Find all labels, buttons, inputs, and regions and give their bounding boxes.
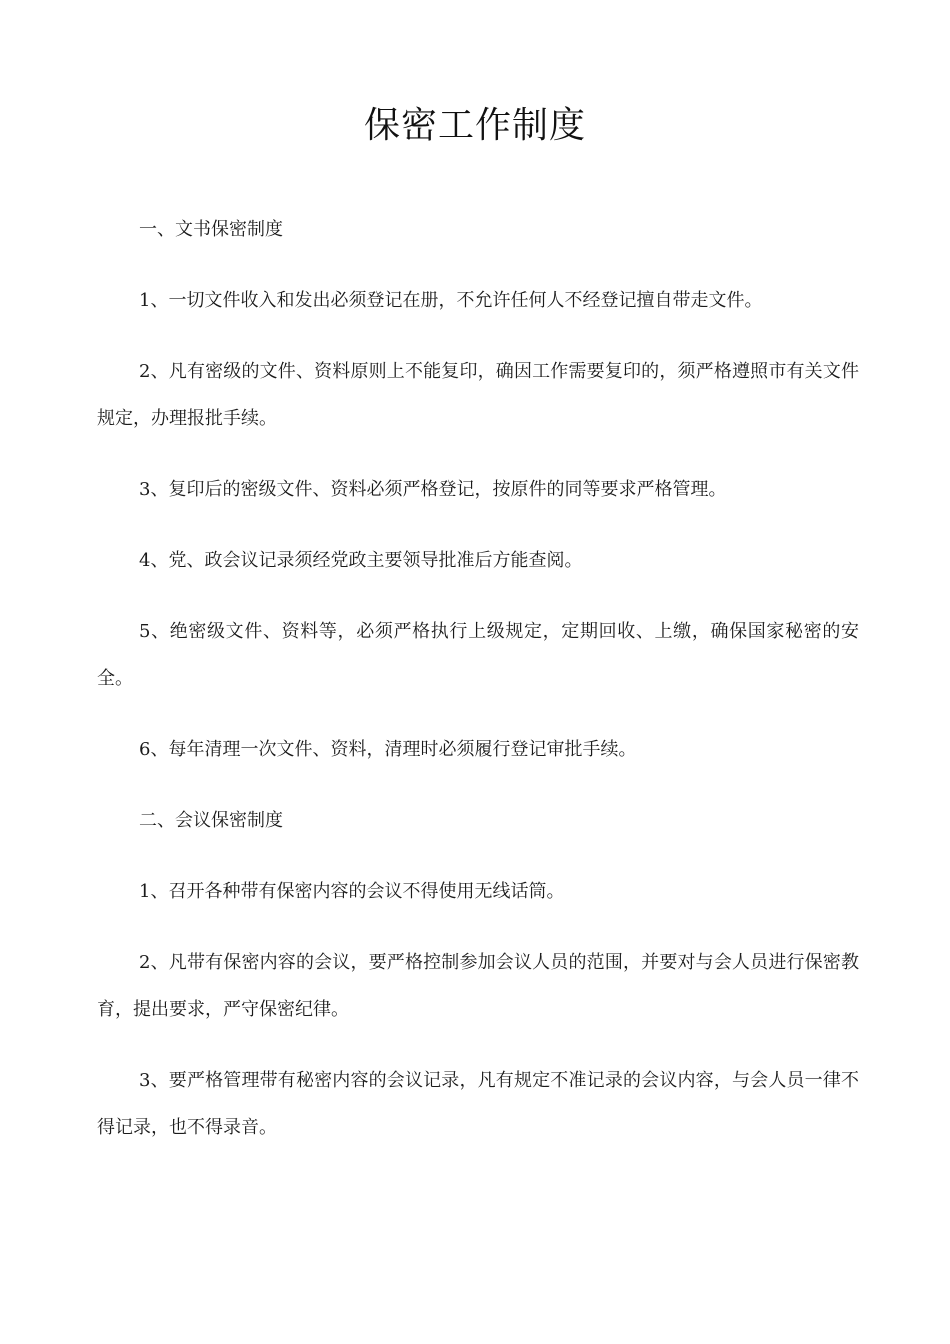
section-heading-meeting-security: 二、会议保密制度 [139, 810, 283, 831]
paragraph-item: 2、凡有密级的文件、资料原则上不能复印，确因工作需要复印的，须严格遵照市有关文件规定，办理报批手续。 [97, 361, 859, 429]
paragraph-item: 4、党、政会议记录须经党政主要领导批准后方能查阅。 [139, 550, 583, 571]
paragraph-item: 3、要严格管理带有秘密内容的会议记录，凡有规定不准记录的会议内容，与会人员一律不得记录，也不得录音。 [97, 1070, 859, 1138]
document-title: 保密工作制度 [363, 105, 586, 146]
paragraph-item: 5、绝密级文件、资料等，必须严格执行上级规定，定期回收、上缴，确保国家秘密的安全。 [97, 621, 859, 689]
paragraph-item: 1、一切文件收入和发出必须登记在册，不允许任何人不经登记擅自带走文件。 [139, 290, 763, 311]
document-body [97, 206, 859, 1175]
paragraph-item: 6、每年清理一次文件、资料，清理时必须履行登记审批手续。 [139, 739, 637, 760]
paragraph-item: 3、复印后的密级文件、资料必须严格登记，按原件的同等要求严格管理。 [139, 479, 727, 500]
paragraph-item: 1、召开各种带有保密内容的会议不得使用无线话筒。 [139, 881, 565, 902]
paragraph-item: 2、凡带有保密内容的会议，要严格控制参加会议人员的范围，并要对与会人员进行保密教育，提出要求，严守保密纪律。 [97, 952, 859, 1020]
section-heading-document-security: 一、文书保密制度 [139, 219, 283, 240]
